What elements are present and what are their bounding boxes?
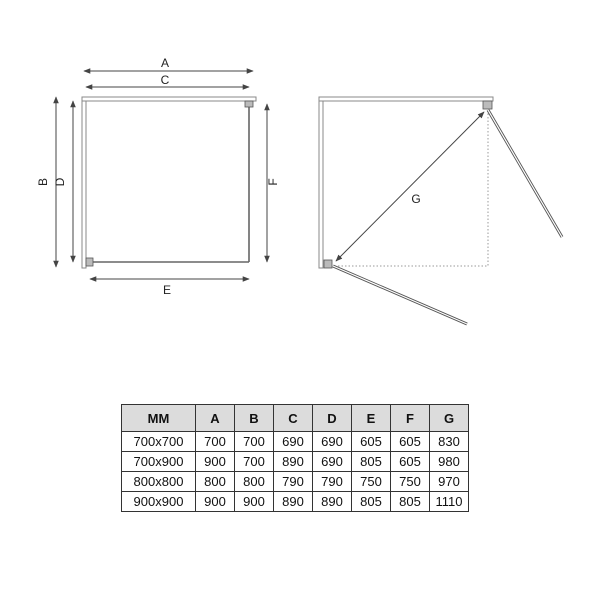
table-row [122, 452, 469, 472]
back-wall-open [319, 97, 493, 101]
label-a: A [160, 56, 170, 70]
closed-plan-view [36, 56, 280, 297]
table-row [122, 472, 469, 492]
table-cell: 805 [391, 492, 430, 512]
header-g: G [430, 405, 469, 432]
table-cell: 700x700 [122, 432, 196, 452]
header-mm: MM [122, 405, 196, 432]
label-e: E [162, 283, 172, 297]
table-cell: 890 [274, 492, 313, 512]
table-cell: 900x900 [122, 492, 196, 512]
hinge-bottom [86, 258, 93, 266]
table-header-row [122, 405, 469, 432]
dimensions-table [121, 404, 469, 512]
table-cell: 1110 [430, 492, 469, 512]
table-row [122, 432, 469, 452]
table-cell: 750 [352, 472, 391, 492]
table-row [122, 492, 469, 512]
table-cell: 900 [235, 492, 274, 512]
dim-line-g [336, 112, 484, 261]
table-cell: 700 [196, 432, 235, 452]
table-cell: 970 [430, 472, 469, 492]
table-cell: 790 [313, 472, 352, 492]
table-cell: 805 [352, 492, 391, 512]
table-cell: 690 [274, 432, 313, 452]
table-cell: 690 [313, 452, 352, 472]
table-cell: 750 [391, 472, 430, 492]
label-d: D [53, 177, 67, 187]
table-cell: 830 [430, 432, 469, 452]
table-cell: 605 [352, 432, 391, 452]
hinge-top [245, 101, 253, 107]
label-f: F [266, 178, 280, 186]
label-c: C [160, 73, 170, 87]
open-plan-view [319, 97, 562, 324]
header-d: D [313, 405, 352, 432]
table-cell: 900 [196, 452, 235, 472]
table-cell: 890 [313, 492, 352, 512]
back-wall [82, 97, 256, 101]
label-b: B [36, 177, 50, 187]
table-cell: 800x800 [122, 472, 196, 492]
table-cell: 690 [313, 432, 352, 452]
closed-outline [333, 110, 488, 266]
table-cell: 700 [235, 452, 274, 472]
side-wall [82, 101, 86, 268]
table-cell: 980 [430, 452, 469, 472]
header-f: F [391, 405, 430, 432]
table-cell: 900 [196, 492, 235, 512]
table-cell: 800 [196, 472, 235, 492]
header-b: B [235, 405, 274, 432]
label-g: G [411, 192, 421, 206]
table-cell: 700x900 [122, 452, 196, 472]
hinge-bottom-open [324, 260, 332, 268]
hinge-top-open [483, 101, 492, 109]
side-wall-open [319, 101, 323, 268]
table-cell: 805 [352, 452, 391, 472]
open-front-door-inner [333, 266, 467, 324]
header-c: C [274, 405, 313, 432]
table-cell: 605 [391, 452, 430, 472]
header-a: A [196, 405, 235, 432]
header-e: E [352, 405, 391, 432]
table-cell: 800 [235, 472, 274, 492]
open-side-door-inner [488, 110, 562, 237]
table-cell: 890 [274, 452, 313, 472]
table-cell: 790 [274, 472, 313, 492]
table-cell: 700 [235, 432, 274, 452]
table-cell: 605 [391, 432, 430, 452]
